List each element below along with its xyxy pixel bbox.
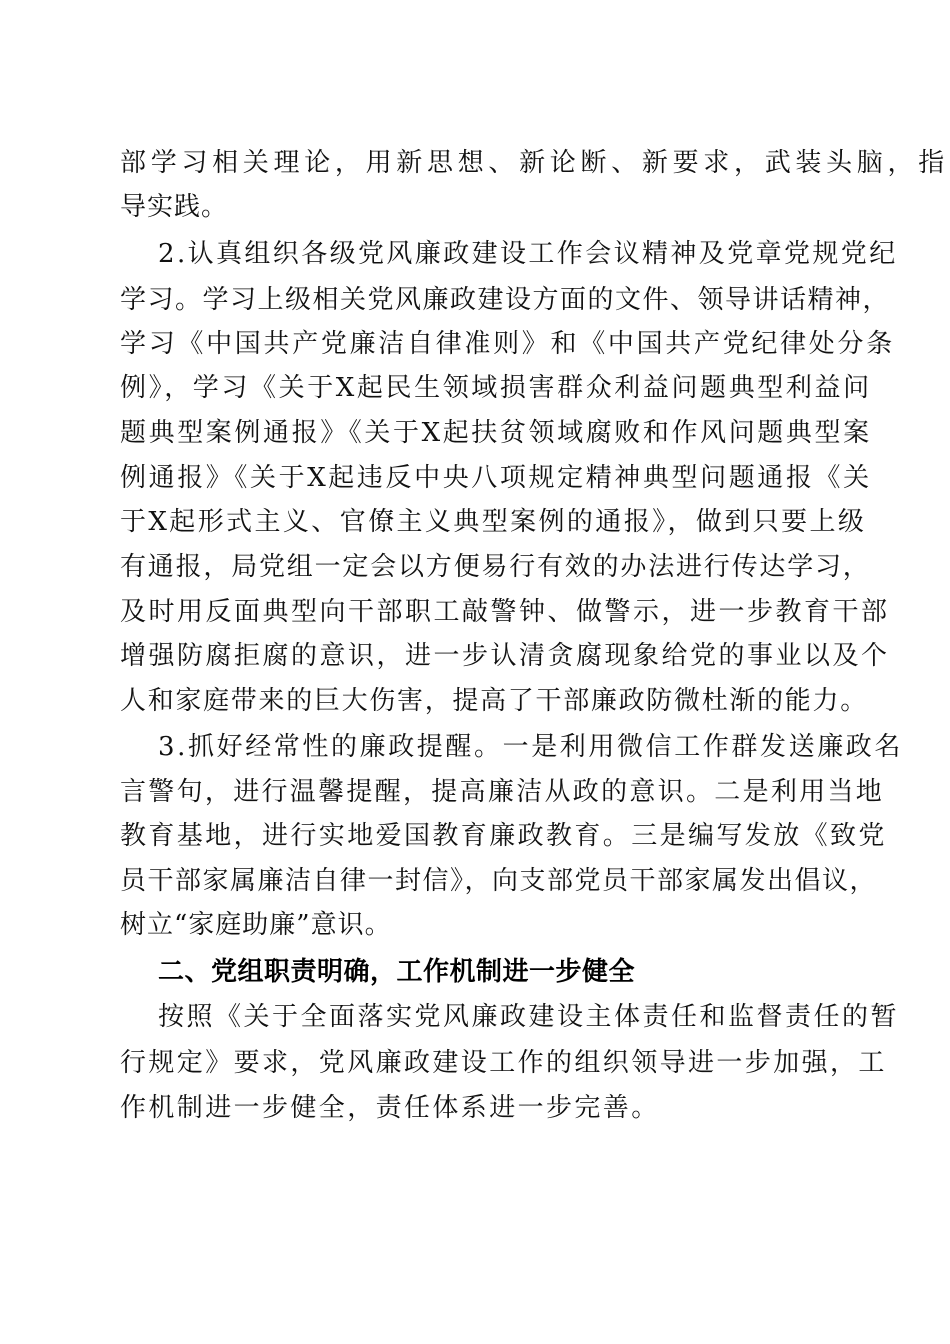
body-line <box>0 322 950 366</box>
line-text: 题典型案例通报》《关于X起扶贫领域腐败和作风问题典型案 <box>120 418 872 448</box>
line-text: 言警句，进行温馨提醒，提高廉洁从政的意识。二是利用当地 <box>120 777 885 807</box>
body-line <box>0 903 950 947</box>
line-text: 2.认真组织各级党风廉政建设工作会议精神及党章党规党纪 <box>158 239 898 269</box>
line-text: 按照《关于全面落实党风廉政建设主体责任和监督责任的暂 <box>158 1002 900 1032</box>
body-line <box>0 1041 950 1085</box>
body-line <box>0 770 950 814</box>
line-text: 例通报》《关于X起违反中央八项规定精神典型问题通报《关 <box>120 463 872 493</box>
body-line <box>0 814 950 858</box>
body-line <box>0 278 950 322</box>
section-heading-text: 二、党组职责明确，工作机制进一步健全 <box>158 957 636 987</box>
body-line <box>0 141 950 185</box>
line-text: 增强防腐拒腐的意识，进一步认清贪腐现象给党的事业以及个 <box>120 641 890 671</box>
paragraph-first-line <box>0 232 950 276</box>
line-text: 部学习相关理论，用新思想、新论断、新要求，武装头脑，指 <box>120 148 949 178</box>
body-line <box>0 500 950 544</box>
body-line <box>0 545 950 589</box>
line-text: 有通报，局党组一定会以方便易行有效的办法进行传达学习， <box>120 552 871 582</box>
body-line <box>0 590 950 634</box>
body-line <box>0 411 950 455</box>
section-heading <box>0 950 950 994</box>
body-line <box>0 456 950 500</box>
line-text: 人和家庭带来的巨大伤害，提高了干部廉政防微杜渐的能力。 <box>120 686 868 716</box>
line-text: 于X起形式主义、官僚主义典型案例的通报》，做到只要上级 <box>120 507 867 537</box>
line-text: 例》，学习《关于X起民生领域损害群众利益问题典型利益问 <box>120 373 872 403</box>
body-line <box>0 1086 950 1130</box>
body-line <box>0 679 950 723</box>
line-text: 导实践。 <box>120 192 229 222</box>
body-line <box>0 859 950 903</box>
line-text: 员干部家属廉洁自律一封信》，向支部党员干部家属发出倡议， <box>120 866 878 896</box>
line-text: 树立“家庭助廉”意识。 <box>120 910 392 940</box>
line-text: 3.抓好经常性的廉政提醒。一是利用微信工作群发送廉政名 <box>158 732 904 762</box>
line-text: 教育基地，进行实地爱国教育廉政教育。三是编写发放《致党 <box>120 821 887 851</box>
line-text: 及时用反面典型向干部职工敲警钟、做警示，进一步教育干部 <box>120 597 890 627</box>
body-line <box>0 634 950 678</box>
body-line <box>0 366 950 410</box>
body-line <box>0 185 950 229</box>
line-text: 作机制进一步健全，责任体系进一步完善。 <box>120 1093 660 1123</box>
line-text: 行规定》要求，党风廉政建设工作的组织领导进一步加强，工 <box>120 1048 887 1078</box>
paragraph-first-line <box>0 725 950 769</box>
paragraph-first-line <box>0 995 950 1039</box>
line-text: 学习《中国共产党廉洁自律准则》和《中国共产党纪律处分条 <box>120 329 895 359</box>
line-text: 学习。学习上级相关党风廉政建设方面的文件、领导讲话精神， <box>120 285 891 315</box>
